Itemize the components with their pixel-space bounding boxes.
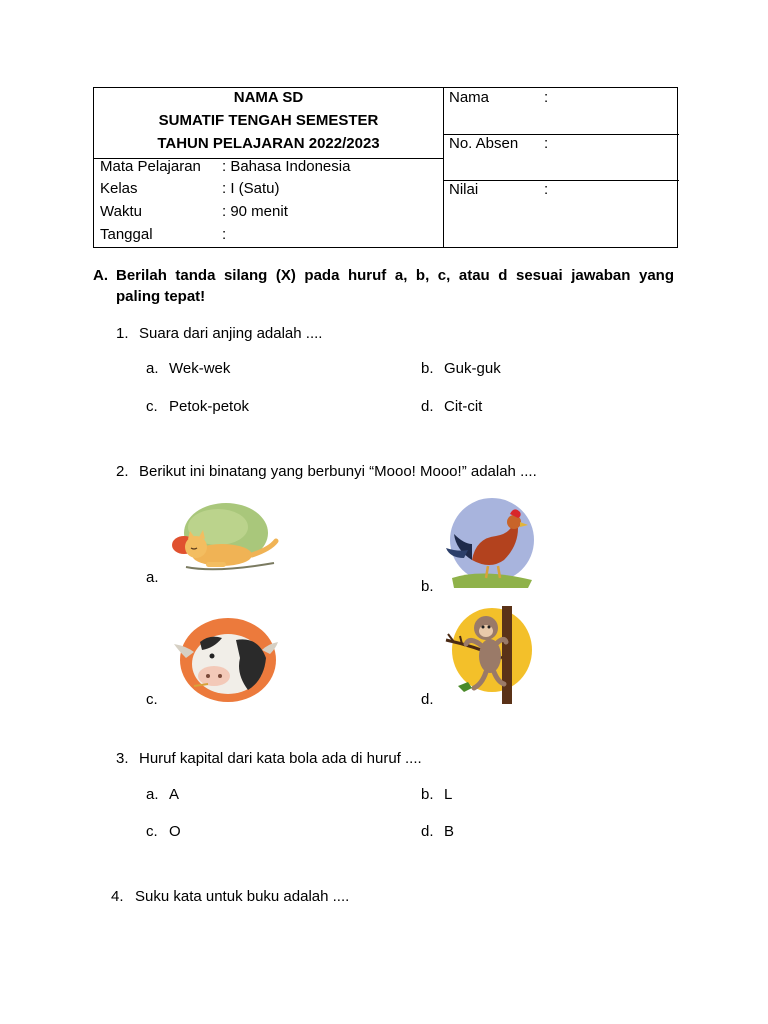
question-number: 1. [116,325,129,342]
academic-year: TAHUN PELAJARAN 2022/2023 [157,135,380,152]
question-text: Berikut ini binatang yang berbunyi “Mooo! Mooo!” adalah .... [139,463,537,480]
option-text: Petok-petok [169,398,250,415]
name-label: Nama [449,89,490,106]
question-number: 2. [116,463,129,480]
section-instruction: Berilah tanda silang (X) pada huruf a, b, c, atau d sesuai jawaban yang [116,267,674,284]
question-text: Huruf kapital dari kata bola ada di huruf .... [139,750,422,767]
table-divider [443,180,679,181]
option-letter: c. [146,398,158,415]
subject-label: Mata Pelajaran [100,158,201,175]
question-text: Suara dari anjing adalah .... [139,325,323,342]
table-divider [443,88,444,247]
cow-image [174,614,278,704]
option-text: A [169,786,180,803]
time-label: Waktu [100,203,142,220]
monkey-image [444,606,536,704]
option-text: B [444,823,455,840]
exam-title: SUMATIF TENGAH SEMESTER [158,112,379,129]
option-text: Wek-wek [169,360,231,377]
name-colon: : [544,89,549,106]
time-value: : 90 menit [222,203,288,220]
option-text: L [444,786,453,803]
score-colon: : [544,181,549,198]
option-letter: a. [146,786,159,803]
class-label: Kelas [100,180,138,197]
sleeping-cat-image [166,503,280,575]
option-text: Cit-cit [444,398,483,415]
option-letter: b. [421,578,434,595]
rooster-image [442,498,538,590]
score-label: Nilai [449,181,479,198]
absence-number-label: No. Absen [449,135,519,152]
date-label: Tanggal [100,226,153,243]
section-instruction-cont: paling tepat! [116,288,206,305]
question-number: 4. [111,888,124,905]
option-letter: b. [421,786,434,803]
option-letter: c. [146,823,158,840]
option-letter: d. [421,691,434,708]
option-text: Guk-guk [444,360,501,377]
school-name: NAMA SD [233,89,304,106]
option-letter: a. [146,569,159,586]
question-number: 3. [116,750,129,767]
option-letter: d. [421,823,434,840]
subject-value: : Bahasa Indonesia [222,158,351,175]
question-text: Suku kata untuk buku adalah .... [135,888,350,905]
date-value: : [222,226,227,243]
option-text: O [169,823,181,840]
section-letter: A. [93,267,108,284]
option-letter: a. [146,360,159,377]
class-value: : I (Satu) [222,180,280,197]
absence-number-colon: : [544,135,549,152]
option-letter: d. [421,398,434,415]
option-letter: c. [146,691,158,708]
header-table [93,87,678,248]
option-letter: b. [421,360,434,377]
